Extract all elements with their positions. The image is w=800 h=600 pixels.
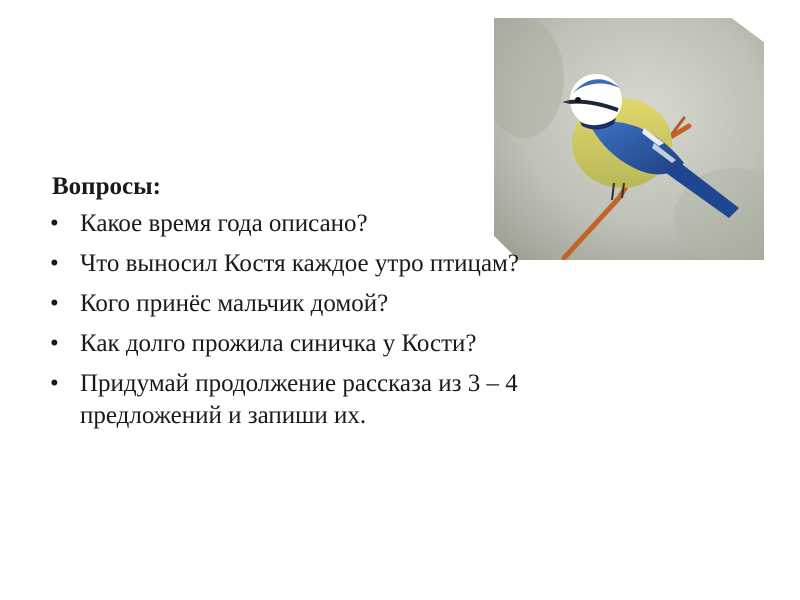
list-item	[48, 288, 648, 320]
question-text: Придумай продолжение рассказа из 3 – 4 предложений и запиши их.	[80, 370, 518, 429]
questions-heading: Вопросы:	[52, 173, 161, 200]
bullet-icon: •	[50, 370, 59, 397]
question-text: Кого принёс мальчик домой?	[80, 290, 389, 317]
list-item	[48, 368, 648, 432]
bullet-icon: •	[50, 250, 59, 277]
list-item	[48, 208, 648, 240]
question-text: Как долго прожила синичка у Кости?	[80, 330, 477, 357]
questions-list	[48, 208, 648, 432]
bullet-icon: •	[50, 210, 59, 237]
list-item	[48, 328, 648, 360]
bullet-icon: •	[50, 330, 59, 357]
question-text: Какое время года описано?	[80, 210, 368, 237]
bullet-icon: •	[50, 290, 59, 317]
questions-block	[48, 168, 648, 440]
question-text: Что выносил Костя каждое утро птицам?	[80, 250, 519, 277]
list-item	[48, 248, 648, 280]
